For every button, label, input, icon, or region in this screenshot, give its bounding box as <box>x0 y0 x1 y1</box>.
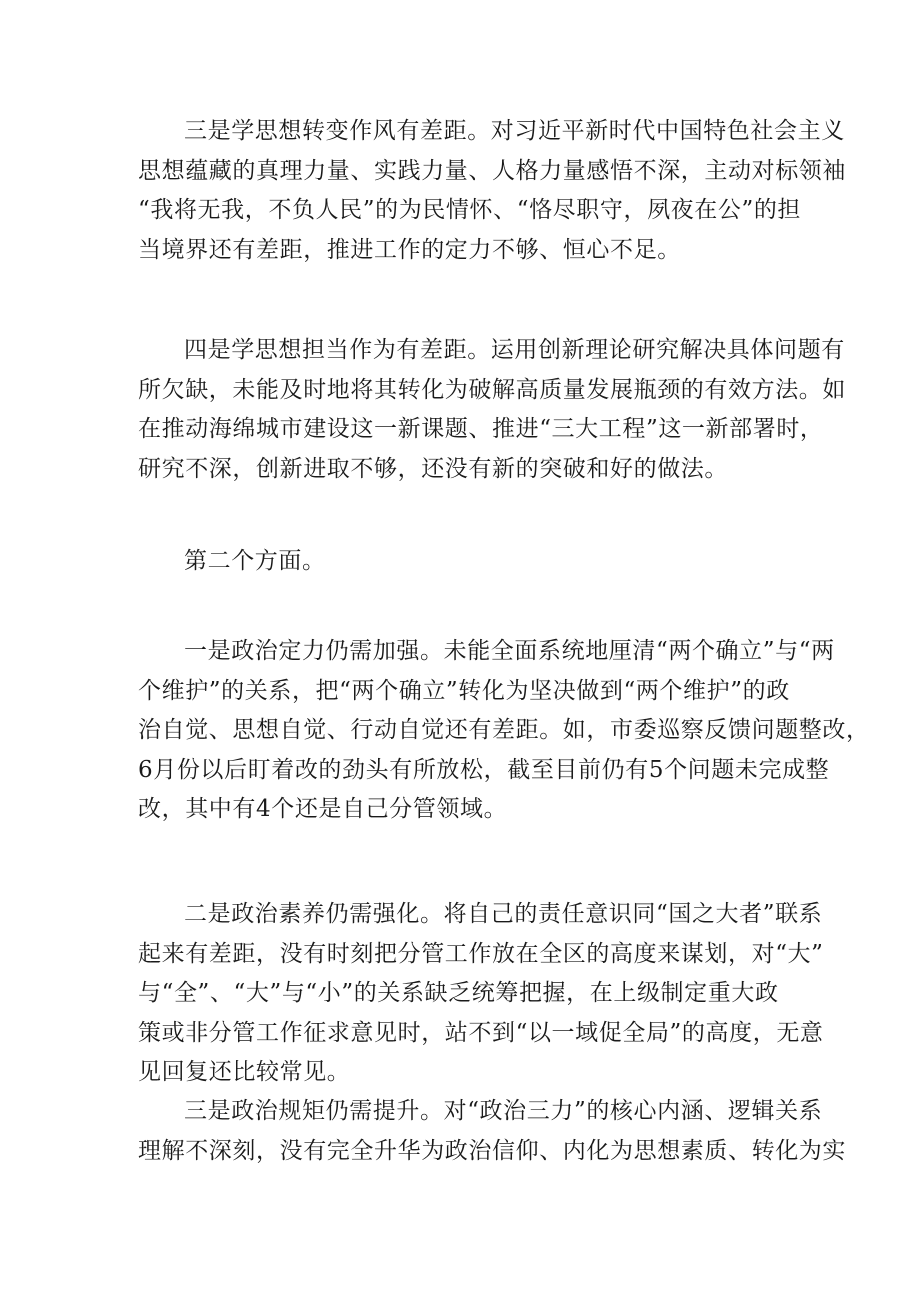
paragraph-political-rules <box>138 1092 846 1171</box>
text-line: 6月份以后盯着改的劲头有所放松，截至目前仍有5个问题未完成整 <box>138 756 830 783</box>
paragraph-political-determination <box>138 632 870 830</box>
text-line: 与“全”、“大”与“小”的关系缺乏统筹把握，在上级制定重大政 <box>138 980 779 1006</box>
text-line: 见回复还比较常见。 <box>138 1059 351 1085</box>
text-line: 第二个方面。 <box>184 548 326 574</box>
text-line: 研究不深，创新进取不够，还没有新的突破和好的做法。 <box>138 455 728 482</box>
text-line: 个维护”的关系，把“两个确立”转化为坚决做到“两个维护”的政 <box>138 677 790 704</box>
text-line: 二是政治素养仍需强化。将自己的责任意识同“国之大者”联系 <box>184 901 823 927</box>
text-line: 在推动海绵城市建设这一新课题、推进“三大工程”这一新部署时， <box>138 416 824 442</box>
text-line: 四是学思想担当作为有差距。运用创新理论研究解决具体问题有 <box>184 337 845 363</box>
text-line: 三是学思想转变作风有差距。对习近平新时代中国特色社会主义 <box>184 118 845 144</box>
text-line: 所欠缺，未能及时地将其转化为破解高质量发展瓶颈的有效方法。如 <box>138 376 846 403</box>
section-heading-second-aspect <box>138 542 798 582</box>
text-line: 思想蕴藏的真理力量、实践力量、人格力量感悟不深，主动对标领袖 <box>138 157 846 184</box>
text-line: “我将无我，不负人民”的为民情怀、“恪尽职守，夙夜在公”的担 <box>138 197 802 223</box>
paragraph-responsibility-gap <box>138 331 846 489</box>
text-line: 改，其中有4个还是自己分管领域。 <box>138 796 508 822</box>
paragraph-style-change-gap <box>138 112 846 270</box>
text-line: 起来有差距，没有时刻把分管工作放在全区的高度来谋划，对“大” <box>138 940 824 967</box>
text-line: 一是政治定力仍需加强。未能全面系统地厘清“两个确立”与“两 <box>184 638 835 664</box>
text-line: 三是政治规矩仍需提升。对“政治三力”的核心内涵、逻辑关系 <box>184 1098 823 1124</box>
text-line: 策或非分管工作征求意见时，站不到“以一域促全局”的高度，无意 <box>138 1019 824 1046</box>
text-line: 治自觉、思想自觉、行动自觉还有差距。如，市委巡察反馈问题整改， <box>138 717 870 743</box>
paragraph-political-literacy <box>138 895 824 1093</box>
text-line: 当境界还有差距，推进工作的定力不够、恒心不足。 <box>138 236 681 263</box>
text-line: 理解不深刻，没有完全升华为政治信仰、内化为思想素质、转化为实 <box>138 1137 846 1164</box>
